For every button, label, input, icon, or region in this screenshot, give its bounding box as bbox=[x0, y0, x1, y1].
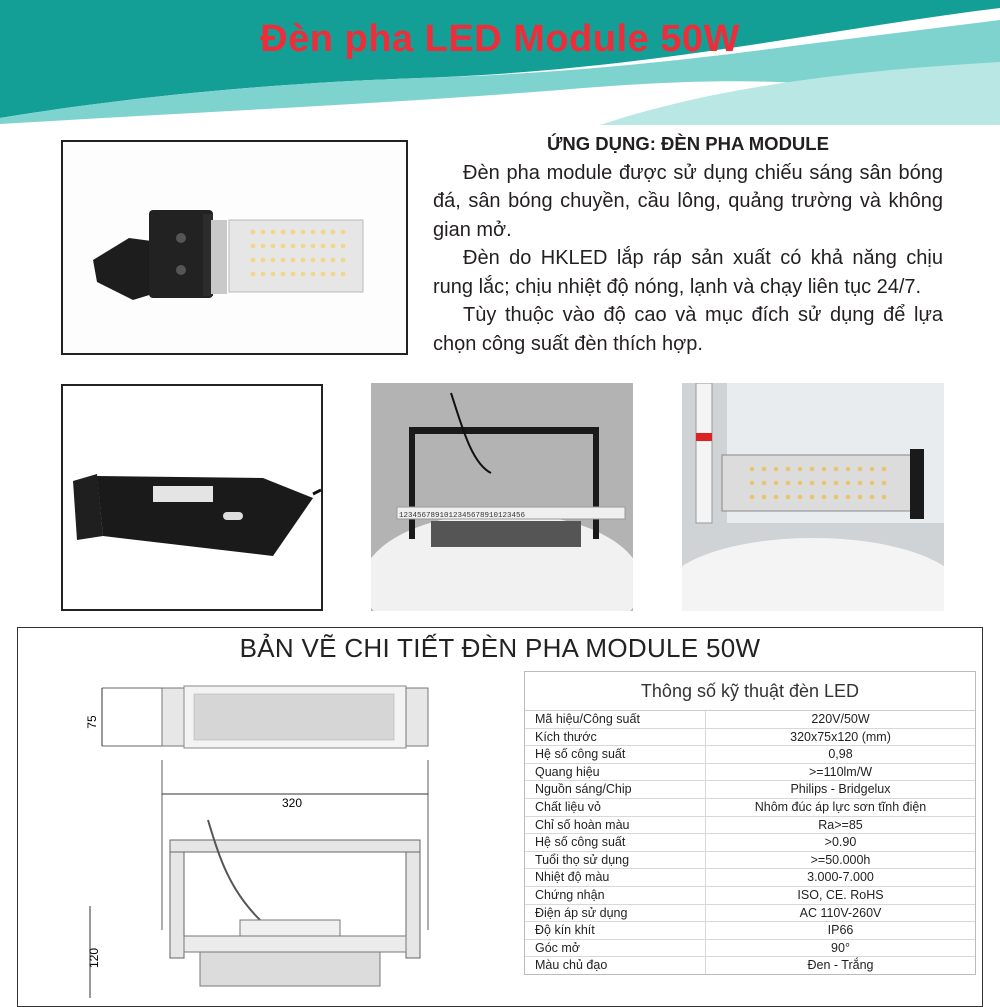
product-photo-measure-height bbox=[682, 383, 944, 611]
spec-value: 90° bbox=[831, 940, 850, 955]
spec-row bbox=[525, 905, 975, 923]
intro-heading: ỨNG DỤNG: ĐÈN PHA MODULE bbox=[547, 133, 829, 154]
spec-row bbox=[525, 887, 975, 905]
spec-row bbox=[525, 817, 975, 835]
spec-key: Chứng nhận bbox=[525, 887, 706, 904]
spec-value: 0,98 bbox=[828, 747, 853, 762]
spec-row bbox=[525, 940, 975, 958]
spec-key: Kích thước bbox=[525, 729, 706, 746]
spec-key: Chất liệu vỏ bbox=[525, 799, 706, 816]
spec-key: Hệ số công suất bbox=[525, 834, 706, 851]
ruler-digits: 1234567891012345678910123456 bbox=[399, 512, 526, 520]
spec-row bbox=[525, 764, 975, 782]
spec-key: Hệ số công suất bbox=[525, 746, 706, 763]
floodlight-front-image bbox=[63, 142, 406, 353]
spec-value: >0.90 bbox=[824, 835, 857, 850]
dimension-width-label: 320 bbox=[281, 796, 303, 810]
technical-drawing bbox=[80, 680, 440, 998]
spec-value: >=110lm/W bbox=[809, 764, 872, 779]
spec-value: IP66 bbox=[827, 923, 854, 938]
spec-key: Nguồn sáng/Chip bbox=[525, 781, 706, 798]
spec-key: Góc mở bbox=[525, 940, 706, 957]
spec-row bbox=[525, 799, 975, 817]
spec-key: Màu chủ đạo bbox=[525, 957, 706, 974]
spec-row bbox=[525, 922, 975, 940]
spec-value: Ra>=85 bbox=[818, 817, 863, 832]
intro-paragraph: Đèn do HKLED lắp ráp sản xuất có khả năng chịu rung lắc; chịu nhiệt độ nóng, lạnh và chạy liên tục 24/7. bbox=[433, 247, 943, 298]
spec-value: AC 110V-260V bbox=[799, 905, 882, 920]
spec-key: Độ kín khít bbox=[525, 922, 706, 939]
spec-key: Điện áp sử dụng bbox=[525, 905, 706, 922]
intro-paragraph: Tùy thuộc vào độ cao và mục đích sử dụng để lựa chọn công suất đèn thích hợp. bbox=[433, 304, 943, 355]
spec-row bbox=[525, 711, 975, 729]
spec-row bbox=[525, 869, 975, 887]
spec-value: ISO, CE. RoHS bbox=[797, 887, 884, 902]
spec-row bbox=[525, 834, 975, 852]
page-title: Đèn pha LED Module 50W bbox=[260, 18, 740, 60]
dimension-depth-label: 120 bbox=[87, 947, 101, 969]
spec-value: >=50.000h bbox=[810, 852, 871, 867]
drawing-title: BẢN VẼ CHI TIẾT ĐÈN PHA MODULE 50W bbox=[239, 633, 761, 663]
dimension-height-label: 75 bbox=[85, 715, 99, 729]
spec-key: Quang hiệu bbox=[525, 764, 706, 781]
intro-paragraph: Đèn pha module được sử dụng chiếu sáng sân bóng đá, sân bóng chuyền, cầu lông, quảng trường và không gian mở. bbox=[433, 161, 943, 241]
spec-row bbox=[525, 852, 975, 870]
spec-row bbox=[525, 781, 975, 799]
spec-row bbox=[525, 746, 975, 764]
spec-table bbox=[524, 671, 976, 975]
product-photo-side bbox=[61, 384, 323, 611]
floodlight-side-image bbox=[63, 386, 321, 609]
spec-value: Đen - Trắng bbox=[807, 958, 874, 973]
spec-row bbox=[525, 957, 975, 974]
spec-value: 220V/50W bbox=[811, 712, 870, 726]
floodlight-measurement-image bbox=[371, 383, 633, 611]
floodlight-module-image bbox=[682, 383, 944, 611]
spec-value: Nhôm đúc áp lực sơn tĩnh điện bbox=[754, 799, 927, 814]
spec-key: Nhiệt độ màu bbox=[525, 869, 706, 886]
spec-value: 3.000-7.000 bbox=[807, 870, 874, 885]
spec-value: 320x75x120 (mm) bbox=[790, 729, 891, 744]
spec-rows bbox=[525, 711, 975, 974]
product-photo-main bbox=[61, 140, 408, 355]
spec-table-title: Thông số kỹ thuật đèn LED bbox=[525, 672, 975, 711]
spec-row bbox=[525, 729, 975, 747]
spec-value: Philips - Bridgelux bbox=[790, 782, 891, 797]
spec-key: Chỉ số hoàn màu bbox=[525, 817, 706, 834]
intro-section bbox=[433, 130, 943, 358]
spec-key: Tuổi thọ sử dụng bbox=[525, 852, 706, 869]
product-photo-measure-width bbox=[371, 383, 633, 611]
spec-key: Mã hiệu/Công suất bbox=[525, 711, 706, 728]
